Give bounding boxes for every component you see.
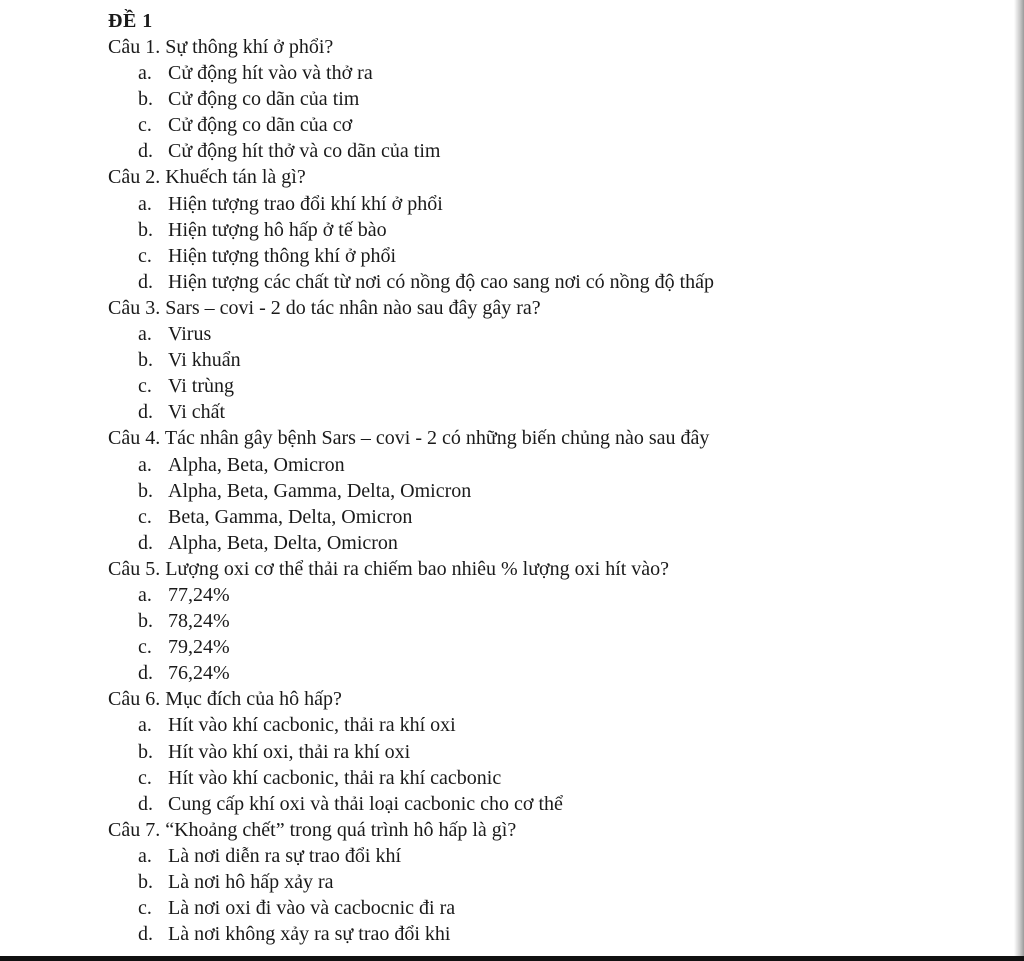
answer-option bbox=[108, 138, 998, 164]
exam-title: ĐỀ 1 bbox=[108, 10, 153, 32]
option-letter: a. bbox=[138, 844, 152, 867]
option-text: Hiện tượng trao đổi khí khí ở phổi bbox=[168, 192, 443, 215]
option-letter: d. bbox=[138, 401, 153, 424]
option-letter: d. bbox=[138, 270, 153, 293]
option-text: Beta, Gamma, Delta, Omicron bbox=[168, 505, 413, 528]
option-letter: b. bbox=[138, 871, 153, 893]
answer-option bbox=[108, 347, 998, 373]
option-letter: b. bbox=[138, 349, 153, 372]
option-letter: d. bbox=[138, 531, 153, 554]
option-text: Hiện tượng các chất từ nơi có nồng độ cao sang nơi có nồng độ thấp bbox=[168, 270, 715, 293]
answer-option bbox=[108, 660, 998, 686]
option-text: Vi trùng bbox=[168, 375, 235, 398]
option-letter: b. bbox=[138, 479, 153, 502]
option-letter: c. bbox=[138, 636, 152, 659]
answer-option bbox=[108, 608, 998, 634]
answer-option bbox=[108, 739, 998, 765]
question-list bbox=[108, 34, 998, 947]
option-letter: d. bbox=[138, 662, 153, 685]
question-2: Câu 2. Khuếch tán là gì? bbox=[108, 166, 306, 189]
option-text: Cung cấp khí oxi và thải loại cacbonic cho cơ thể bbox=[168, 792, 563, 815]
answer-option bbox=[108, 112, 998, 138]
page-edge-shadow bbox=[1014, 0, 1024, 961]
option-letter: a. bbox=[138, 192, 152, 215]
question-7: Câu 7. “Khoảng chết” trong quá trình hô hấp là gì? bbox=[108, 818, 517, 841]
option-letter: c. bbox=[138, 766, 152, 789]
answer-option bbox=[108, 217, 998, 243]
answer-option bbox=[108, 791, 998, 817]
option-text: Là nơi hô hấp xảy ra bbox=[168, 871, 334, 893]
answer-option bbox=[108, 191, 998, 217]
option-letter: c. bbox=[138, 897, 152, 920]
answer-option bbox=[108, 86, 998, 112]
option-letter: a. bbox=[138, 323, 152, 346]
answer-option bbox=[108, 843, 998, 869]
answer-option bbox=[108, 712, 998, 738]
option-text: Vi chất bbox=[168, 401, 226, 424]
answer-option bbox=[108, 504, 998, 530]
option-letter: c. bbox=[138, 244, 152, 267]
option-text: Cử động co dãn của cơ bbox=[168, 114, 353, 137]
option-text: Virus bbox=[168, 323, 212, 346]
answer-option bbox=[108, 582, 998, 608]
option-letter: d. bbox=[138, 140, 153, 163]
option-text: Là nơi không xảy ra sự trao đổi khi bbox=[168, 923, 451, 946]
answer-option bbox=[108, 321, 998, 347]
option-text: Alpha, Beta, Gamma, Delta, Omicron bbox=[168, 479, 472, 502]
option-letter: b. bbox=[138, 740, 153, 763]
answer-option bbox=[108, 634, 998, 660]
bottom-border bbox=[0, 956, 1024, 961]
option-text: Hiện tượng thông khí ở phổi bbox=[168, 244, 397, 267]
option-letter: d. bbox=[138, 923, 153, 946]
option-text: Hít vào khí cacbonic, thải ra khí oxi bbox=[168, 714, 456, 737]
answer-option bbox=[108, 243, 998, 269]
answer-option bbox=[108, 478, 998, 504]
answer-option bbox=[108, 765, 998, 791]
option-text: 79,24% bbox=[168, 636, 230, 659]
option-text: Là nơi oxi đi vào và cacbocnic đi ra bbox=[168, 897, 456, 920]
answer-option bbox=[108, 869, 998, 895]
option-text: Hiện tượng hô hấp ở tế bào bbox=[168, 218, 387, 241]
question-3: Câu 3. Sars – covi - 2 do tác nhân nào sau đây gây ra? bbox=[108, 296, 541, 319]
option-letter: b. bbox=[138, 88, 153, 111]
question-6: Câu 6. Mục đích của hô hấp? bbox=[108, 688, 342, 711]
option-letter: a. bbox=[138, 714, 152, 737]
answer-option bbox=[108, 921, 998, 947]
answer-option bbox=[108, 60, 998, 86]
option-letter: c. bbox=[138, 114, 152, 137]
option-letter: b. bbox=[138, 218, 153, 241]
option-text: Alpha, Beta, Omicron bbox=[168, 453, 345, 476]
answer-option bbox=[108, 895, 998, 921]
answer-option bbox=[108, 452, 998, 478]
option-text: 77,24% bbox=[168, 583, 230, 606]
option-text: Cử động hít vào và thở ra bbox=[168, 62, 373, 85]
option-letter: b. bbox=[138, 610, 153, 633]
answer-option bbox=[108, 530, 998, 556]
option-letter: c. bbox=[138, 375, 152, 398]
option-text: Cử động co dãn của tim bbox=[168, 88, 360, 111]
option-text: Cử động hít thở và co dãn của tim bbox=[168, 140, 441, 163]
question-4: Câu 4. Tác nhân gây bệnh Sars – covi - 2 có những biến chủng nào sau đây bbox=[108, 427, 710, 450]
option-text: Hít vào khí cacbonic, thải ra khí cacbonic bbox=[168, 766, 502, 789]
answer-option bbox=[108, 373, 998, 399]
option-letter: d. bbox=[138, 792, 153, 815]
answer-option bbox=[108, 399, 998, 425]
answer-option bbox=[108, 269, 998, 295]
option-text: Alpha, Beta, Delta, Omicron bbox=[168, 531, 398, 554]
exam-document bbox=[108, 8, 998, 947]
option-letter: a. bbox=[138, 62, 152, 85]
option-text: Vi khuẩn bbox=[168, 349, 241, 372]
option-letter: a. bbox=[138, 583, 152, 606]
question-5: Câu 5. Lượng oxi cơ thể thải ra chiếm bao nhiêu % lượng oxi hít vào? bbox=[108, 557, 670, 580]
option-text: 78,24% bbox=[168, 610, 230, 633]
option-letter: c. bbox=[138, 505, 152, 528]
option-text: Là nơi diễn ra sự trao đổi khí bbox=[168, 844, 402, 867]
option-text: Hít vào khí oxi, thải ra khí oxi bbox=[168, 740, 411, 763]
option-letter: a. bbox=[138, 453, 152, 476]
option-text: 76,24% bbox=[168, 662, 230, 685]
question-1: Câu 1. Sự thông khí ở phổi? bbox=[108, 36, 334, 58]
